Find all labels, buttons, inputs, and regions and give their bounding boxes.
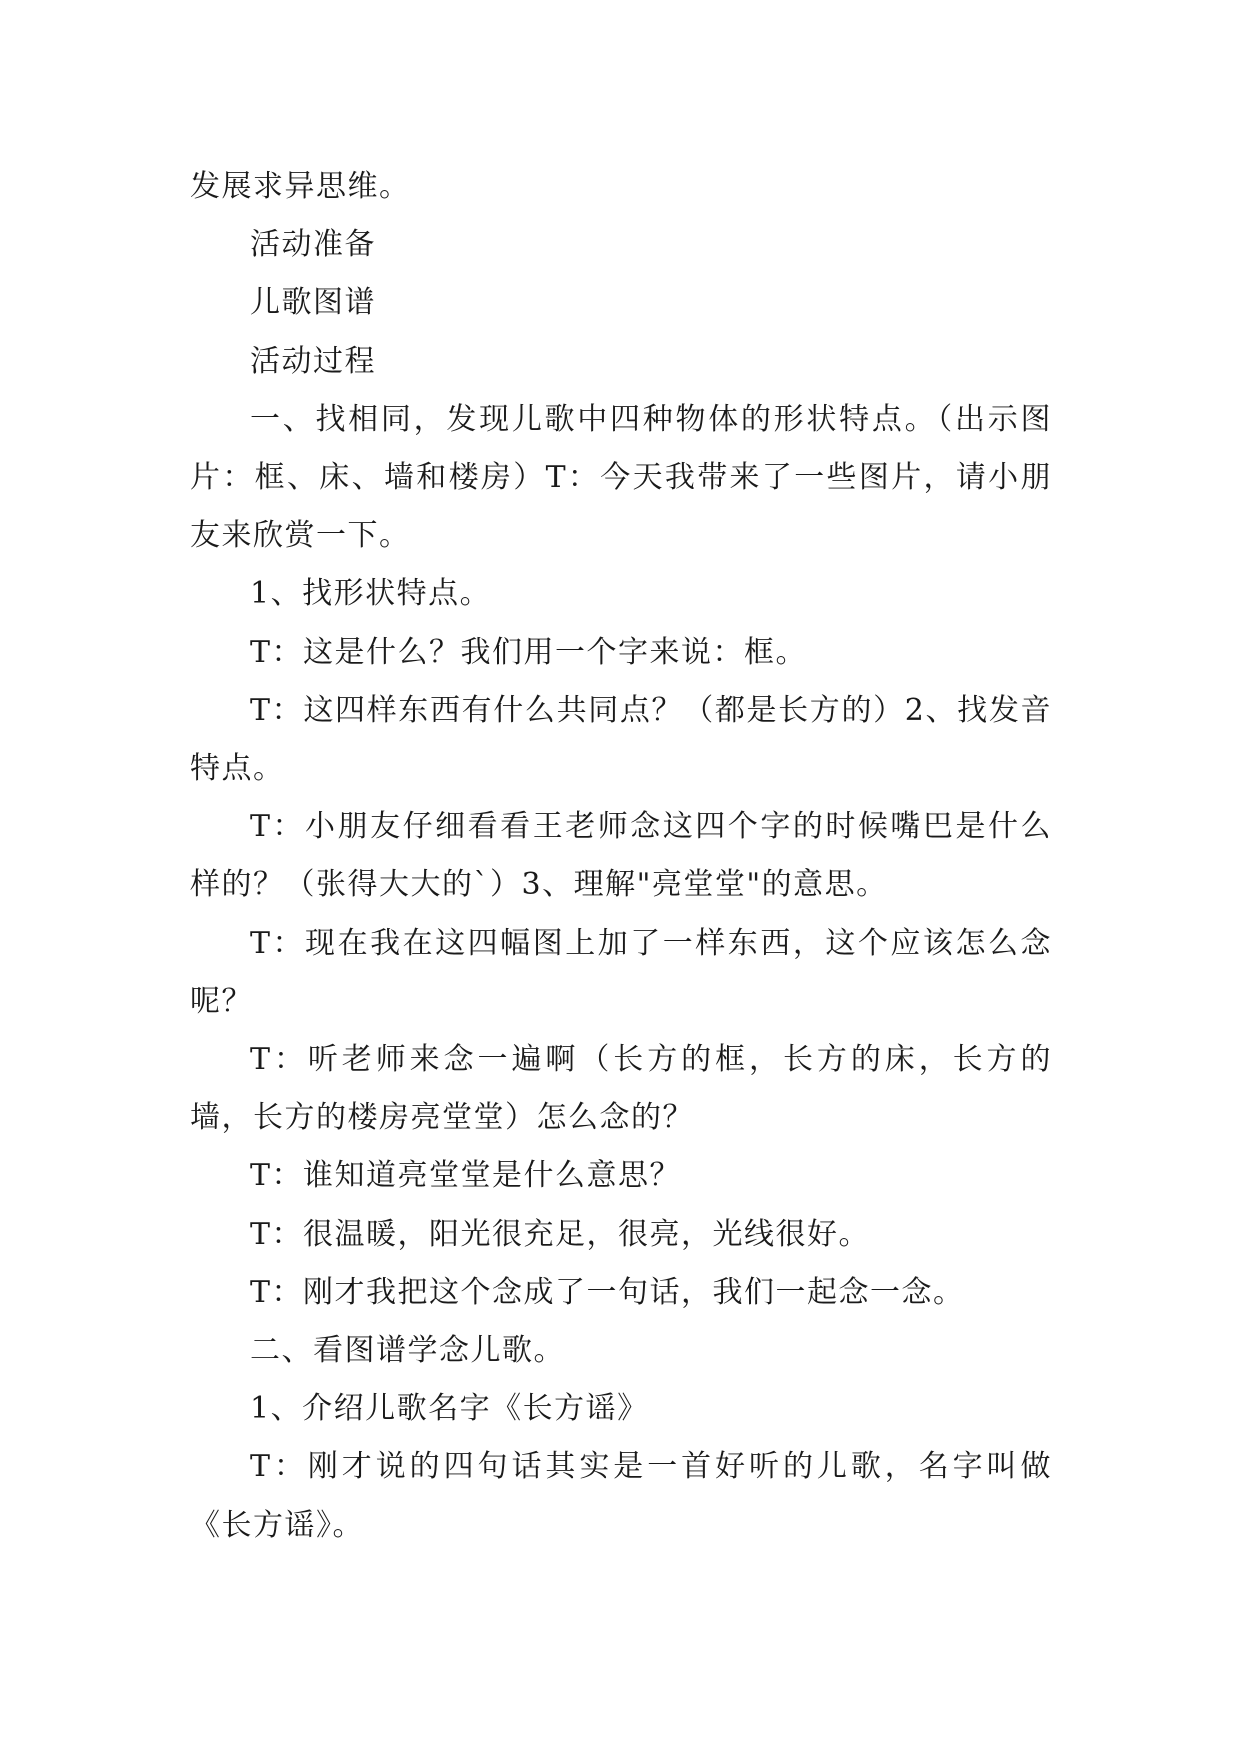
paragraph: T：现在我在这四幅图上加了一样东西，这个应该怎么念呢？ xyxy=(190,925,1052,1019)
paragraph: T：这是什么？我们用一个字来说：框。 xyxy=(250,634,808,670)
section-heading-preparation: 活动准备 xyxy=(250,227,376,263)
paragraph: 1、介绍儿歌名字《长方谣》 xyxy=(250,1391,649,1427)
paragraph: T：小朋友仔细看看王老师念这四个字的时候嘴巴是什么样的？（张得大大的`）3、理解"亮堂堂"的意思。 xyxy=(190,809,1052,903)
paragraph: 一、找相同，发现儿歌中四种物体的形状特点。（出示图片：框、床、墙和楼房）T：今天我带来了一些图片，请小朋友来欣赏一下。 xyxy=(190,401,1052,554)
paragraph: T：谁知道亮堂堂是什么意思？ xyxy=(250,1158,682,1194)
paragraph: T：很温暖，阳光很充足，很亮，光线很好。 xyxy=(250,1216,871,1252)
paragraph: T：刚才说的四句话其实是一首好听的儿歌，名字叫做《长方谣》。 xyxy=(190,1449,1052,1543)
paragraph: 1、找形状特点。 xyxy=(250,576,492,612)
document-body xyxy=(190,158,1052,1555)
paragraph: 二、看图谱学念儿歌。 xyxy=(250,1333,565,1369)
paragraph: 儿歌图谱 xyxy=(250,285,376,321)
section-heading-process: 活动过程 xyxy=(250,343,376,379)
paragraph: 发展求异思维。 xyxy=(190,169,411,204)
paragraph: T：听老师来念一遍啊（长方的框，长方的床，长方的墙，长方的楼房亮堂堂）怎么念的？ xyxy=(190,1042,1052,1136)
paragraph: T：这四样东西有什么共同点？（都是长方的）2、找发音特点。 xyxy=(190,692,1052,787)
paragraph: T：刚才我把这个念成了一句话，我们一起念一念。 xyxy=(250,1274,965,1310)
